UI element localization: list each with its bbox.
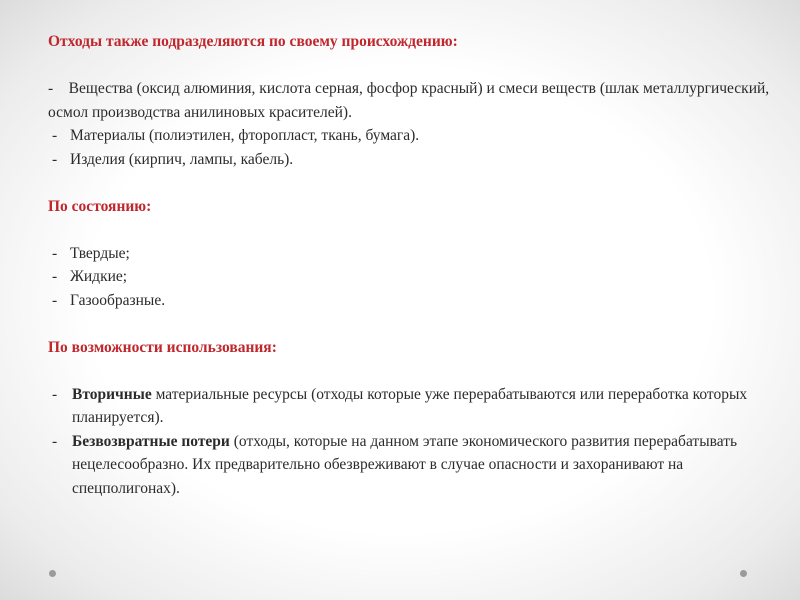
usage-item-term: Вторичные <box>72 385 152 403</box>
corner-dot-right <box>740 570 747 577</box>
list-dash: - <box>52 385 58 403</box>
slide-content <box>48 30 778 500</box>
origin-item-materials <box>48 124 778 148</box>
origin-item-substances <box>48 77 778 124</box>
state-heading: По состоянию: <box>48 197 152 215</box>
usage-heading: По возможности использования: <box>48 338 277 356</box>
origin-heading: Отходы также подразделяются по своему происхождению: <box>48 33 458 50</box>
list-dash: - <box>52 127 58 144</box>
state-item <box>48 289 778 313</box>
origin-item-products <box>48 148 778 172</box>
usage-item-term: Безвозвратные потери <box>72 432 230 450</box>
usage-item-text: (отходы, которые на данном этапе экономического развития перерабатывать нецелесообразно. Их предварительно обезвреживают в случае опасности и захоранивают на спецполигонах). <box>72 432 738 497</box>
list-dash: - <box>52 291 58 309</box>
state-item-text: Газообразные. <box>70 291 166 309</box>
usage-item-secondary <box>48 383 778 430</box>
list-dash: - <box>52 268 58 285</box>
state-item <box>48 242 778 266</box>
origin-item-text: Вещества (оксид алюминия, кислота серная, фосфор красный) и смеси веществ (шлак металлургический, осмол производства анилиновых красителей). <box>48 80 770 121</box>
state-item-text: Жидкие; <box>70 268 128 285</box>
state-item-text: Твердые; <box>70 244 130 262</box>
list-dash: - <box>52 432 58 450</box>
state-list <box>48 242 778 313</box>
corner-dot-left <box>49 570 56 577</box>
usage-item-losses <box>48 430 778 501</box>
list-dash: - <box>48 80 54 97</box>
list-dash: - <box>52 244 58 262</box>
origin-item-text: Материалы (полиэтилен, фторопласт, ткань, бумага). <box>70 127 420 144</box>
origin-list <box>48 124 778 171</box>
usage-item-text: материальные ресурсы (отходы которые уже перерабатываются или переработка которых планируется). <box>72 385 748 426</box>
origin-item-text: Изделия (кирпич, лампы, кабель). <box>70 150 294 168</box>
usage-list <box>48 383 778 501</box>
list-dash: - <box>52 150 58 168</box>
state-item <box>48 265 778 289</box>
